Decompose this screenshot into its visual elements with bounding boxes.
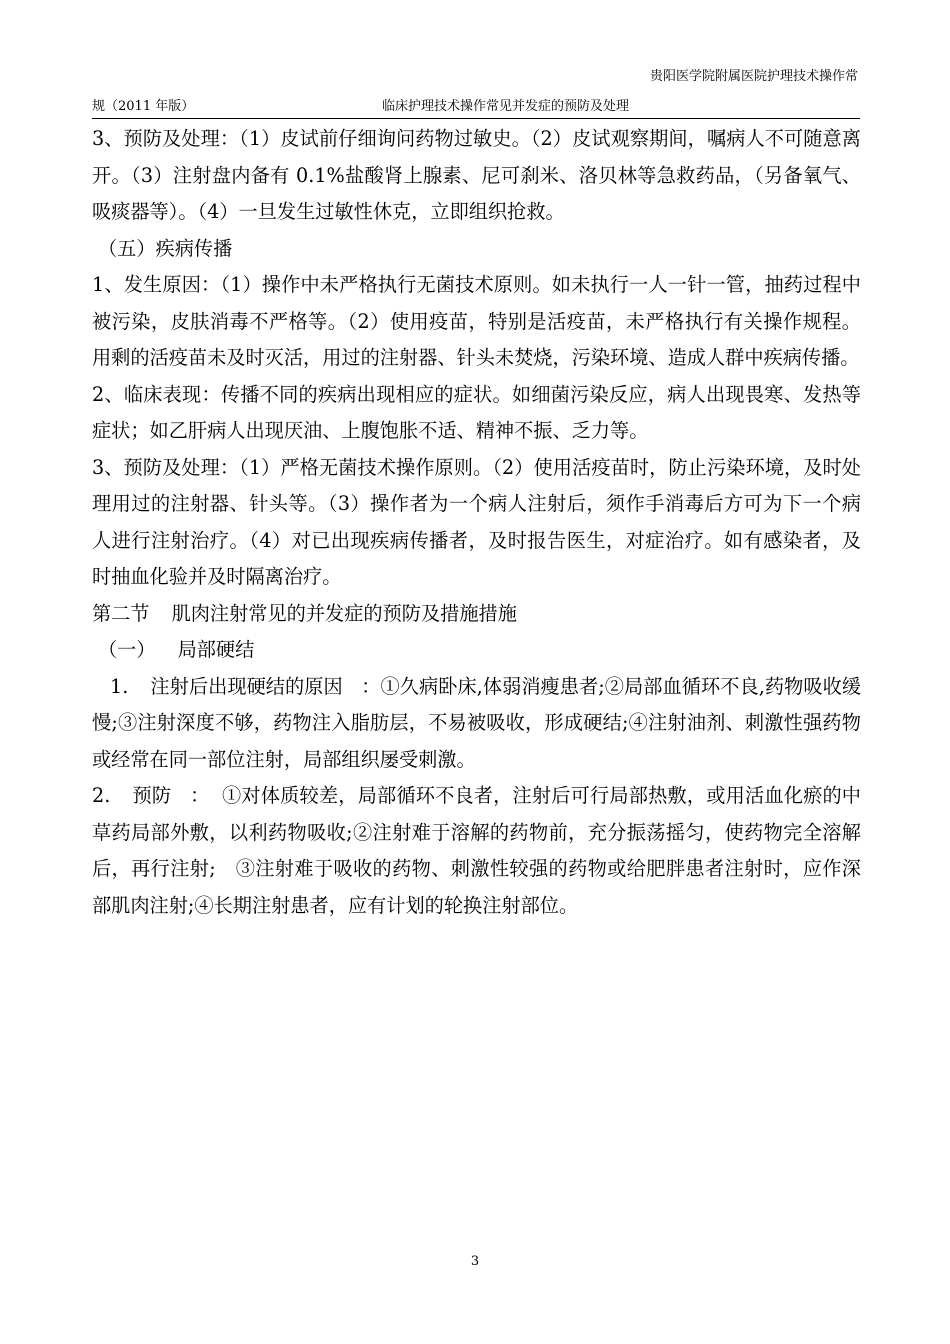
header-hospital-title: 贵阳医学院附属医院护理技术操作常 [649,69,858,84]
paragraph-allergy-prevention: 3、预防及处理：（1）皮试前仔细询问药物过敏史。（2）皮试观察期间，嘱病人不可随意离开。（3）注射盘内备有 0.1%盐酸肾上腺素、尼可刹米、洛贝林等急救药品，（另备氧气、吸痰器等）。（4）一旦发生过敏性休克，立即组织抢救。 [92,127,861,223]
subsection-number: （一） [98,638,156,661]
header-edition: 规（2011 年版） [92,99,195,114]
subsection-title: 局部硬结 [177,638,255,661]
section-heading [92,596,861,633]
list-item-text: ①久病卧床,体弱消瘦患者;②局部血循环不良,药物吸收缓慢;③注射深度不够，药物注入脂肪层，不易被吸收，形成硬结;④注射油剂、刺激性强药物或经常在同一部位注射，局部组织屡受刺激。 [92,674,862,771]
section-title: 肌肉注射常见的并发症的预防及措施措施 [171,601,517,625]
list-item-causes-of-induration [92,669,861,779]
list-item-colon: ： [361,674,381,698]
paragraph-prevention-treatment: 3、预防及处理：（1）严格无菌技术操作原则。（2）使用活疫苗时，防止污染环境，及时处理用过的注射器、针头等。（3）操作者为一个病人注射后，须作手消毒后方可为下一个病人进行注射治疗。（4）对已出现疾病传播者，及时报告医生，对症治疗。如有感染者，及时抽血化验并及时隔离治疗。 [92,455,861,588]
paragraph-causes: 1、发生原因：（1）操作中未严格执行无菌技术原则。如未执行一人一针一管，抽药过程中被污染，皮肤消毒不严格等。（2）使用疫苗，特别是活疫苗，未严格执行有关操作规程。用剩的活疫苗未及时灭活，用过的注射器、针头未焚烧，污染环境、造成人群中疾病传播。 [92,273,861,369]
document-body [92,121,861,924]
heading-disease-transmission: （五）疾病传播 [98,236,233,260]
header-rule [92,118,860,119]
list-item-prevention [92,778,861,924]
list-item-colon: ： [190,784,210,807]
header-chapter-title: 临床护理技术操作常见并发症的预防及处理 [382,99,630,114]
section-number: 第二节 [92,601,150,625]
list-item-label: 注射后出现硬结的原因 [150,674,343,698]
page-number: 3 [470,1254,480,1269]
list-item-label: 预防 [132,784,172,807]
list-item-text: ①对体质较差，局部循环不良者，注射后可行局部热敷，或用活血化瘀的中草药局部外敷，以利药物吸收;②注射难于溶解的药物前，充分振荡摇匀，使药物完全溶解后，再行注射; ③注射难于吸收的药物、刺激性较强的药物或给肥胖患者注射时，应作深部肌肉注射;④长期注射患者，应有计划的轮换注射部位。 [92,784,861,917]
paragraph-clinical-manifestation: 2、临床表现：传播不同的疾病出现相应的症状。如细菌污染反应，病人出现畏寒、发热等症状；如乙肝病人出现厌油、上腹饱胀不适、精神不振、乏力等。 [92,382,861,442]
subsection-heading [92,632,861,669]
list-item-number: 1. [110,674,129,698]
list-item-number: 2. [92,784,111,807]
